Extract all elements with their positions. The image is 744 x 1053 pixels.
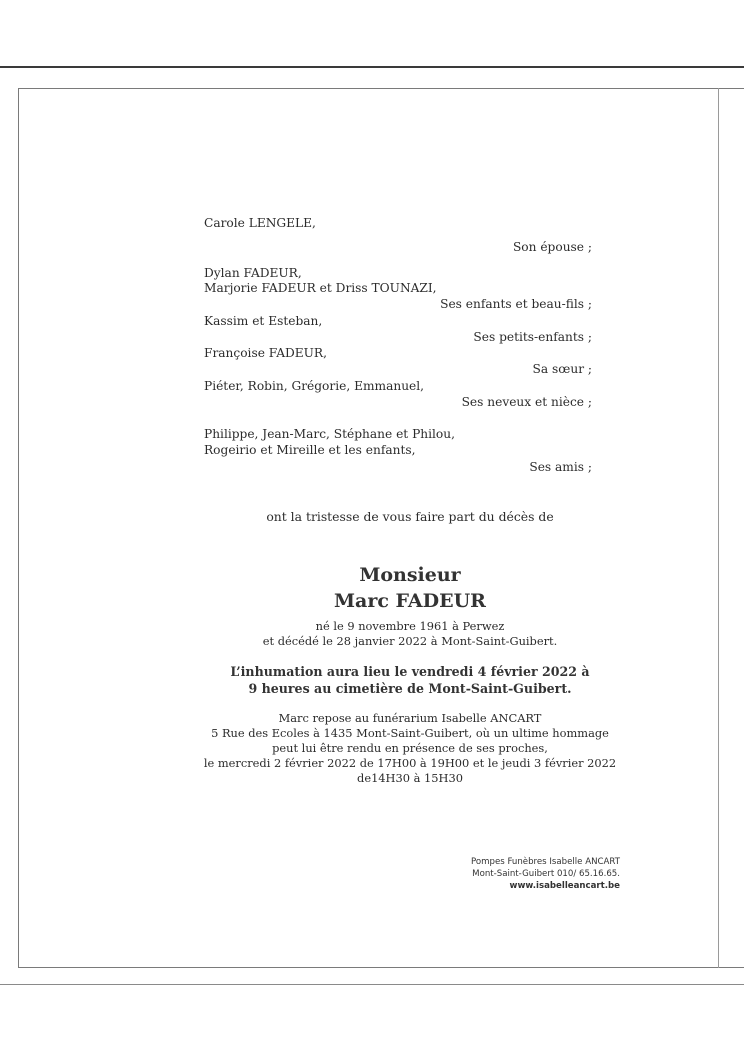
relation-epouse: Son épouse ;	[512, 240, 592, 254]
deceased-title: Monsieur	[359, 564, 461, 586]
burial-info-line2: 9 heures au cimetière de Mont-Saint-Guibert.	[248, 681, 572, 696]
death-info: et décédé le 28 janvier 2022 à Mont-Saint-Guibert.	[262, 634, 558, 648]
relation-soeur: Sa sœur ;	[532, 362, 592, 376]
repose-line4: le mercredi 2 février 2022 de 17H00 à 19H00 et le jeudi 3 février 2022	[203, 756, 617, 770]
funeral-home-address-phone: Mont-Saint-Guibert 010/ 65.16.65.	[472, 869, 620, 879]
funeral-home-name: Pompes Funèbres Isabelle ANCART	[470, 857, 620, 867]
family-kassim: Kassim et Esteban,	[204, 314, 323, 328]
funeral-home-website: www.isabelleancart.be	[509, 881, 620, 891]
page-frame-right-edge	[718, 88, 719, 968]
burial-info-line1: L’inhumation aura lieu le vendredi 4 février 2022 à	[230, 664, 590, 679]
page-frame	[18, 88, 744, 968]
relation-petits-enfants: Ses petits-enfants ;	[473, 330, 592, 344]
family-marjorie: Marjorie FADEUR et Driss TOUNAZI,	[204, 281, 437, 295]
repose-line3: peut lui être rendu en présence de ses proches,	[272, 741, 548, 755]
family-dylan: Dylan FADEUR,	[204, 266, 302, 280]
family-francoise: Françoise FADEUR,	[204, 346, 327, 360]
top-rule	[0, 66, 744, 68]
bottom-rule	[0, 984, 744, 985]
repose-line5: de14H30 à 15H30	[357, 771, 463, 785]
repose-line1: Marc repose au funérarium Isabelle ANCART	[278, 711, 542, 725]
family-rogeirio: Rogeirio et Mireille et les enfants,	[204, 443, 416, 457]
family-carole: Carole LENGELE,	[204, 216, 316, 230]
deceased-name: Marc FADEUR	[334, 590, 486, 612]
announcement-intro: ont la tristesse de vous faire part du décès de	[266, 509, 554, 524]
relation-neveux: Ses neveux et nièce ;	[461, 395, 592, 409]
relation-amis: Ses amis ;	[529, 460, 592, 474]
relation-enfants: Ses enfants et beau-fils ;	[440, 297, 592, 311]
repose-line2: 5 Rue des Ecoles à 1435 Mont-Saint-Guibert, où un ultime hommage	[211, 726, 609, 740]
birth-info: né le 9 novembre 1961 à Perwez	[315, 619, 505, 633]
family-philippe: Philippe, Jean-Marc, Stéphane et Philou,	[204, 427, 455, 441]
family-pieter: Piéter, Robin, Grégorie, Emmanuel,	[204, 379, 425, 393]
